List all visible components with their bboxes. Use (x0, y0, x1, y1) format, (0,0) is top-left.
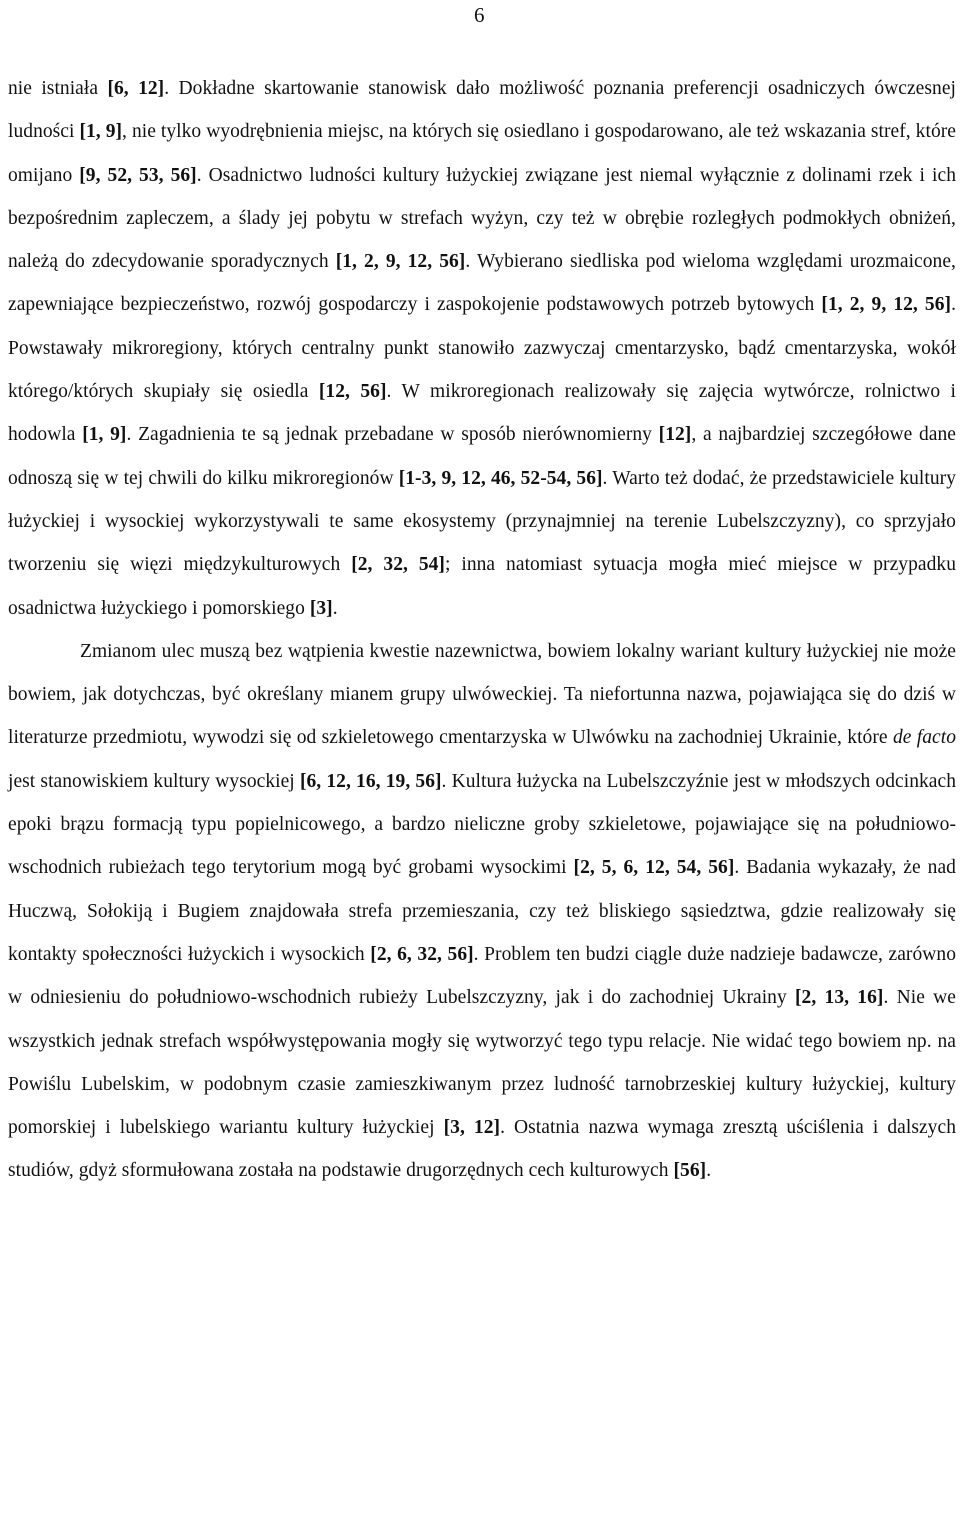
citation: [2, 6, 32, 56] (370, 943, 474, 965)
citation: [1, 9] (79, 121, 123, 143)
citation: [3] (309, 597, 333, 619)
text-run: . Problem ten budzi ciągle duże nadzieje badawcze, zarówno w odniesieniu do południowo-wschodnich rubieży Lubelszczyzny, jak i do zachodniej Ukrainy (8, 943, 957, 1009)
text-run: . Badania wykazały, że nad Huczwą, Sołokiją i Bugiem znajdowała strefa przemieszania, czy też bliskiego sąsiedztwa, gdzie realizowały się kontakty społeczności łużyckich i wysockich (8, 857, 956, 965)
citation: [6, 12, 16, 19, 56] (299, 770, 442, 792)
citation: [9, 52, 53, 56] (79, 164, 197, 186)
paragraph-1 (8, 67, 956, 630)
text-run: . Wybierano siedliska pod wieloma względami urozmaicone, zapewniające bezpieczeństwo, rozwój gospodarczy i zaspokojenie podstawowych potrzeb bytowych (8, 251, 956, 316)
text-run: . (332, 597, 338, 619)
citation: [12, 56] (318, 381, 387, 403)
text-run: , a najbardziej szczegółowe dane odnoszą się w tej chwili do kilku mikroregionów (8, 424, 957, 489)
page-number: 6 (474, 3, 485, 27)
citation: [1, 2, 9, 12, 56] (335, 251, 466, 273)
paragraph-2 (8, 630, 956, 1193)
text-run: . Kultura łużycka na Lubelszczyźnie jest w młodszych odcinkach epoki brązu formacją typu popielnicowego, a bardzo nieliczne groby szkieletowe, pojawiające się na południowo-wschodnich rubieżach tego terytorium mogą być grobami wysockimi (8, 770, 957, 879)
citation: [12] (658, 424, 692, 446)
text-run: , nie tylko wyodrębnienia miejsc, na których się osiedlano i gospodarowano, ale też wskazania stref, które omijano (8, 121, 956, 186)
citation: [1, 2, 9, 12, 56] (821, 294, 952, 316)
text-run: . Zagadnienia te są jednak przebadane w sposób nierównomierny (126, 424, 659, 446)
text-run: . W mikroregionach realizowały się zajęcia wytwórcze, rolnictwo i hodowla (8, 381, 957, 446)
citation: [1-3, 9, 12, 46, 52-54, 56] (398, 467, 603, 489)
text-run: Zmianom ulec muszą bez wątpienia kwestie nazewnictwa, bowiem lokalny wariant kultury łużyckiej nie może bowiem, jak dotychczas, być określany mianem grupy ulwóweckiej. Ta niefortunna nazwa, pojawiająca się do dziś w literaturze przedmiotu, wywodzi się od szkieletowego cmentarzyska w Ulwówku na zachodniej Ukrainie, które (8, 640, 956, 749)
text-run: . (706, 1160, 712, 1182)
text-run: ; inna natomiast sytuacja mogła mieć miejsce w przypadku osadnictwa łużyckiego i pomorskiego (8, 554, 956, 619)
text-run: . Warto też dodać, że przedstawiciele kultury łużyckiej i wysockiej wykorzystywali te same ekosystemy (przynajmniej na terenie Lubelszczyzny), co sprzyjało tworzeniu się więzi międzykulturowych (8, 467, 957, 576)
citation: [2, 32, 54] (351, 554, 445, 576)
text-run: . Nie we wszystkich jednak strefach współwystępowania mogły się wytworzyć tego typu relacje. Nie widać tego bowiem np. na Powiślu Lubelskim, w podobnym czasie zamieszkiwanym przez ludność tarnobrzeskiej kultury łużyckiej, kultury pomorskiej i lubelskiego wariantu kultury łużyckiej (8, 987, 956, 1139)
document-body (8, 67, 956, 1193)
text-run: . Osadnictwo ludności kultury łużyckiej związane jest niemal wyłącznie z dolinami rzek i ich bezpośrednim zapleczem, a ślady jej pobytu w strefach wyżyn, czy też w obrębie rozległych podmokłych obniżeń, należą do zdecydowanie sporadycznych (8, 164, 956, 273)
citation: [3, 12] (443, 1117, 501, 1139)
text-run: nie istniała (8, 78, 108, 99)
citation: [56] (673, 1160, 707, 1182)
citation: [2, 13, 16] (795, 987, 884, 1009)
text-run: jest stanowiskiem kultury wysockiej (8, 770, 300, 792)
citation: [6, 12] (107, 78, 165, 99)
italic-text: de facto (892, 727, 957, 749)
text-run: . Powstawały mikroregiony, których centralny punkt stanowiło zazwyczaj cmentarzysko, bądź cmentarzyska, wokół którego/których skupiały się osiedla (8, 294, 957, 403)
text-run: . Ostatnia nazwa wymaga zresztą uściślenia i dalszych studiów, gdyż sformułowana została na podstawie drugorzędnych cech kulturowych (8, 1117, 956, 1182)
citation: [1, 9] (82, 424, 127, 446)
citation: [2, 5, 6, 12, 54, 56] (573, 857, 735, 879)
text-run: . Dokładne skartowanie stanowisk dało możliwość poznania preferencji osadniczych ówczesnej ludności (8, 78, 956, 143)
